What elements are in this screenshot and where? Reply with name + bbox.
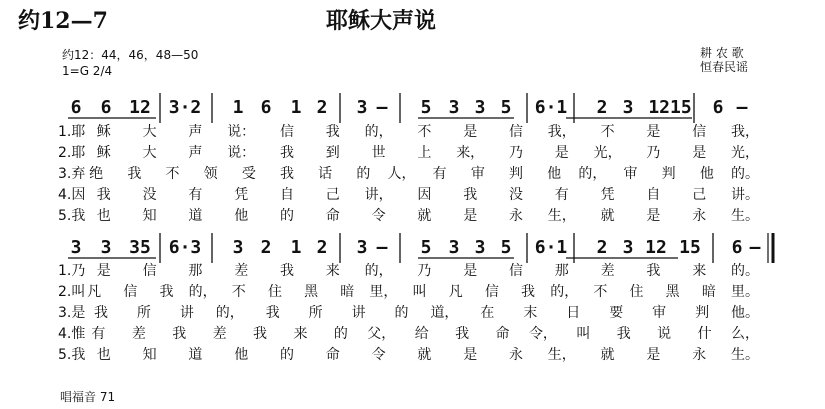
lyric-syllable: 3.是 xyxy=(58,305,86,321)
lyric-syllable: 大 xyxy=(142,145,157,161)
lyric-syllable: 是 xyxy=(463,263,478,279)
note: 6 xyxy=(731,237,743,258)
lyric-syllable: 我 xyxy=(159,284,174,300)
lyric-syllable: 声 xyxy=(188,145,203,161)
lyric-syllable: 他 xyxy=(547,166,562,182)
lyric-syllable: 那 xyxy=(188,263,203,279)
source-footer: 唱福音 71 xyxy=(60,390,116,404)
lyric-syllable: 2.耶 xyxy=(58,145,86,161)
lyric-syllable: 的， xyxy=(578,166,607,182)
note: 5 xyxy=(500,237,512,258)
lyric-syllable: 差 xyxy=(131,326,146,342)
lyric-syllable: 审 xyxy=(623,166,638,182)
lyric-syllable: 我， xyxy=(731,124,759,140)
note: 6 xyxy=(260,97,272,118)
lyric-syllable: 信 xyxy=(692,124,707,140)
system-1 xyxy=(58,93,759,224)
lyric-syllable: 里， xyxy=(369,284,398,300)
note: 1215 xyxy=(648,97,692,118)
lyric-syllable: 说： xyxy=(227,124,256,140)
lyric-syllable: 命 xyxy=(325,208,340,224)
lyric-syllable: 没 xyxy=(509,187,523,203)
lyric-syllable: 我， xyxy=(547,124,576,140)
lyric-syllable: 我 xyxy=(325,124,340,140)
lyric-syllable: 3.弃 xyxy=(58,166,86,182)
note: 6·1 xyxy=(534,237,568,258)
note: 3 xyxy=(622,237,634,258)
lyric-syllable: 大 xyxy=(142,124,157,140)
lyric-syllable: 他 xyxy=(234,347,249,363)
lyric-syllable: 审 xyxy=(652,305,667,321)
lyric-syllable: 是 xyxy=(96,263,111,279)
note: 3 xyxy=(474,97,486,118)
lyric-syllable: 我 xyxy=(521,284,536,300)
lyric-syllable: 凡 xyxy=(87,284,102,300)
lyric-syllable: 就 xyxy=(600,347,615,363)
note: 5 xyxy=(420,97,432,118)
lyric-syllable: 的， xyxy=(364,124,393,140)
lyric-syllable: 里。 xyxy=(731,284,759,300)
lyric-syllable: 有 xyxy=(91,326,106,342)
lyric-syllable: 差 xyxy=(234,263,249,279)
lyric-syllable: 2.叫 xyxy=(58,284,86,300)
lyric-syllable: 命 xyxy=(495,326,510,342)
lyric-syllable: 乃 xyxy=(646,145,661,161)
lyric-syllable: 叫 xyxy=(412,284,427,300)
note: 3·2 xyxy=(168,97,202,118)
lyric-syllable: 1.耶 xyxy=(58,124,86,140)
note: – xyxy=(376,97,388,118)
lyric-syllable: 稣 xyxy=(96,124,111,140)
lyric-syllable: 的 xyxy=(333,326,348,342)
note: 2 xyxy=(260,237,272,258)
lyric-syllable: 生， xyxy=(547,208,576,224)
lyric-syllable: 光， xyxy=(731,145,759,161)
lyric-syllable: 什 xyxy=(697,326,712,342)
note: 3 xyxy=(356,97,368,118)
lyric-syllable: 住 xyxy=(629,284,644,300)
lyric-syllable: 5.我 xyxy=(58,347,86,363)
note: 1 xyxy=(290,237,302,258)
lyric-syllable: 的。 xyxy=(731,263,759,279)
lyric-syllable: 信 xyxy=(509,124,523,140)
lyric-syllable: 是 xyxy=(463,208,478,224)
lyric-syllable: 乃 xyxy=(417,263,432,279)
lyric-syllable: 生。 xyxy=(731,347,759,363)
lyric-syllable: 那 xyxy=(554,263,569,279)
author-line: 耕 农 歌 xyxy=(700,46,744,60)
lyric-syllable: 黑 xyxy=(304,284,319,300)
lyric-syllable: 领 xyxy=(203,166,218,182)
lyric-syllable: 我 xyxy=(646,263,661,279)
lyric-syllable: 受 xyxy=(241,166,256,182)
note: 6 xyxy=(70,97,82,118)
lyric-syllable: 讲 xyxy=(351,305,366,321)
lyric-syllable: 令， xyxy=(528,326,557,342)
lyric-syllable: 来 xyxy=(325,263,340,279)
lyric-syllable: 是 xyxy=(463,124,478,140)
lyric-syllable: 有 xyxy=(188,187,203,203)
note: 35 xyxy=(129,237,151,258)
lyric-syllable: 的 xyxy=(356,166,371,182)
lyric-syllable: 令 xyxy=(371,347,386,363)
lyric-syllable: 我 xyxy=(172,326,187,342)
lyric-syllable: 在 xyxy=(480,305,495,321)
lyric-syllable: 说 xyxy=(657,326,672,342)
lyric-syllable: 凭 xyxy=(600,187,615,203)
lyric-syllable: 不 xyxy=(593,284,608,300)
lyric-syllable: 给 xyxy=(414,326,429,342)
lyric-syllable: 判 xyxy=(661,166,676,182)
lyric-syllable: 道， xyxy=(430,305,459,321)
lyric-syllable: 我 xyxy=(455,326,470,342)
lyric-syllable: 审 xyxy=(470,166,485,182)
lyric-syllable: 所 xyxy=(308,305,323,321)
note: 2 xyxy=(596,237,608,258)
lyric-syllable: 信 xyxy=(123,284,138,300)
lyric-syllable: 生， xyxy=(547,347,576,363)
note: 15 xyxy=(679,237,701,258)
lyric-syllable: 黑 xyxy=(665,284,680,300)
note: – xyxy=(376,237,388,258)
note: 3 xyxy=(448,237,460,258)
lyric-syllable: 的 xyxy=(280,208,294,224)
lyric-syllable: 我 xyxy=(463,187,478,203)
lyric-syllable: 1.乃 xyxy=(58,263,86,279)
lyric-syllable: 是 xyxy=(463,347,478,363)
lyric-syllable: 判 xyxy=(509,166,523,182)
lyric-syllable: 人， xyxy=(387,166,416,182)
lyric-syllable: 讲， xyxy=(364,187,393,203)
lyric-syllable: 5.我 xyxy=(58,208,86,224)
lyric-syllable: 的 xyxy=(394,305,409,321)
lyric-syllable: 凡 xyxy=(448,284,463,300)
lyric-syllable: 生。 xyxy=(731,208,759,224)
lyric-syllable: 父， xyxy=(367,326,396,342)
note: 1 xyxy=(290,97,302,118)
lyric-syllable: 的， xyxy=(188,284,217,300)
lyric-syllable: 来 xyxy=(293,326,308,342)
lyric-syllable: 有 xyxy=(554,187,569,203)
lyric-syllable: 讲 xyxy=(179,305,194,321)
lyric-syllable: 信 xyxy=(142,263,157,279)
lyric-syllable: 我 xyxy=(127,166,142,182)
lyric-syllable: 是 xyxy=(554,145,569,161)
lyric-syllable: 信 xyxy=(484,284,499,300)
lyric-syllable: 他 xyxy=(234,208,249,224)
lyric-syllable: 4.惟 xyxy=(58,326,86,342)
lyric-syllable: 是 xyxy=(692,145,707,161)
note: 3 xyxy=(356,237,368,258)
note: 2 xyxy=(316,97,328,118)
note: 3 xyxy=(100,237,112,258)
lyric-syllable: 的。 xyxy=(731,166,759,182)
lyric-syllable: 声 xyxy=(188,124,203,140)
lyric-syllable: 的， xyxy=(364,263,393,279)
lyric-syllable: 么， xyxy=(731,326,759,342)
note: 2 xyxy=(316,237,328,258)
lyric-syllable: 自 xyxy=(646,187,661,203)
lyric-syllable: 我 xyxy=(280,263,294,279)
lyric-syllable: 也 xyxy=(96,208,111,224)
lyric-syllable: 不 xyxy=(417,124,432,140)
note: 3 xyxy=(70,237,82,258)
lyric-syllable: 世 xyxy=(371,145,386,161)
note: 2 xyxy=(596,97,608,118)
page-title: 耶稣大声说 xyxy=(326,8,437,34)
lyric-syllable: 稣 xyxy=(96,145,111,161)
scripture-refs: 约12：44，46，48—50 xyxy=(62,48,199,62)
lyric-syllable: 令 xyxy=(371,208,386,224)
note: 3 xyxy=(474,237,486,258)
author-line: 恒春民谣 xyxy=(700,60,749,74)
hymn-number: 约12—7 xyxy=(18,8,108,34)
lyric-syllable: 不 xyxy=(231,284,246,300)
lyric-syllable: 判 xyxy=(695,305,710,321)
lyric-syllable: 暗 xyxy=(340,284,355,300)
lyric-syllable: 乃 xyxy=(509,145,523,161)
lyric-syllable: 是 xyxy=(646,208,661,224)
lyric-syllable: 4.因 xyxy=(58,187,86,203)
lyric-syllable: 他 xyxy=(699,166,714,182)
note: 1 xyxy=(232,97,244,118)
lyric-syllable: 日 xyxy=(566,305,581,321)
lyric-syllable: 我 xyxy=(280,145,294,161)
lyric-syllable: 话 xyxy=(318,166,333,182)
lyric-syllable: 我 xyxy=(96,187,111,203)
note: 12 xyxy=(645,237,667,258)
lyric-syllable: 永 xyxy=(509,208,523,224)
note: 6·1 xyxy=(534,97,568,118)
lyric-syllable: 永 xyxy=(692,208,707,224)
lyric-syllable: 来， xyxy=(456,145,485,161)
lyric-syllable: 没 xyxy=(142,187,157,203)
lyric-syllable: 不 xyxy=(600,124,615,140)
lyric-syllable: 他。 xyxy=(731,305,759,321)
lyric-syllable: 所 xyxy=(136,305,151,321)
lyric-syllable: 我 xyxy=(93,305,108,321)
lyric-syllable: 来 xyxy=(692,263,707,279)
lyric-syllable: 我 xyxy=(265,305,280,321)
lyric-syllable: 讲。 xyxy=(731,187,759,203)
lyric-syllable: 就 xyxy=(417,208,432,224)
note: – xyxy=(736,97,748,118)
lyric-syllable: 信 xyxy=(280,124,294,140)
lyric-syllable: 是 xyxy=(646,347,661,363)
lyric-syllable: 叫 xyxy=(576,326,591,342)
lyric-syllable: 知 xyxy=(142,347,157,363)
lyric-syllable: 暗 xyxy=(701,284,716,300)
lyric-syllable: 道 xyxy=(188,347,203,363)
note: 12 xyxy=(129,97,151,118)
lyric-syllable: 要 xyxy=(609,305,624,321)
note: 3 xyxy=(232,237,244,258)
lyric-syllable: 说： xyxy=(227,145,256,161)
lyric-syllable: 住 xyxy=(267,284,282,300)
lyric-syllable: 己 xyxy=(325,187,340,203)
note: 5 xyxy=(420,237,432,258)
note: 3 xyxy=(622,97,634,118)
lyric-syllable: 末 xyxy=(523,305,538,321)
key-signature: 1=G 2/4 xyxy=(62,64,113,78)
lyric-syllable: 也 xyxy=(96,347,111,363)
note: 6 xyxy=(712,97,724,118)
lyric-syllable: 命 xyxy=(325,347,340,363)
lyric-syllable: 光， xyxy=(593,145,622,161)
note: 6·3 xyxy=(168,237,202,258)
lyric-syllable: 绝 xyxy=(89,166,104,182)
lyric-syllable: 知 xyxy=(142,208,157,224)
system-2 xyxy=(58,233,773,363)
lyric-syllable: 永 xyxy=(509,347,523,363)
lyric-syllable: 的， xyxy=(215,305,244,321)
lyric-syllable: 的 xyxy=(280,347,294,363)
note: 6 xyxy=(100,97,112,118)
lyric-syllable: 到 xyxy=(325,145,340,161)
lyric-syllable: 就 xyxy=(417,347,432,363)
lyric-syllable: 凭 xyxy=(234,187,249,203)
lyric-syllable: 上 xyxy=(417,145,432,161)
lyric-syllable: 因 xyxy=(417,187,432,203)
lyric-syllable: 是 xyxy=(646,124,661,140)
note: 5 xyxy=(500,97,512,118)
lyric-syllable: 自 xyxy=(280,187,294,203)
lyric-syllable: 道 xyxy=(188,208,203,224)
lyric-syllable: 有 xyxy=(432,166,447,182)
note: – xyxy=(749,237,761,258)
lyric-syllable: 不 xyxy=(165,166,180,182)
lyric-syllable: 我 xyxy=(253,326,268,342)
lyric-syllable: 差 xyxy=(600,263,615,279)
lyric-syllable: 我 xyxy=(280,166,294,182)
lyric-syllable: 就 xyxy=(600,208,615,224)
lyric-syllable: 我 xyxy=(616,326,631,342)
lyric-syllable: 永 xyxy=(692,347,707,363)
lyric-syllable: 差 xyxy=(212,326,227,342)
note: 3 xyxy=(448,97,460,118)
lyric-syllable: 的， xyxy=(550,284,579,300)
lyric-syllable: 己 xyxy=(692,187,707,203)
lyric-syllable: 信 xyxy=(509,263,523,279)
